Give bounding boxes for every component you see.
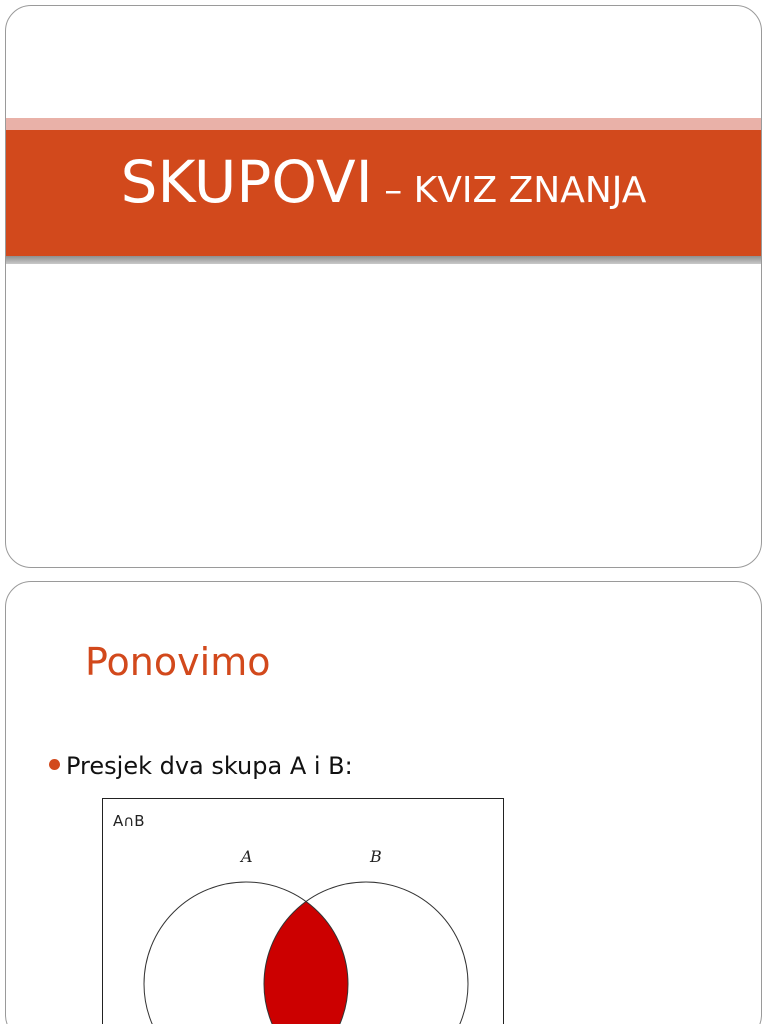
title-band-highlight [6,118,761,130]
title-main: SKUPOVI [120,148,373,216]
set-b-label: B [370,847,382,866]
slide-title [6,148,761,216]
title-slide [5,5,762,568]
bullet-dot-icon [49,759,60,770]
venn-diagram [102,798,504,1024]
intersection-region [264,882,468,1024]
content-slide [5,581,762,1024]
title-band-shadow [6,256,761,264]
venn-caption: A∩B [113,812,145,830]
bullet-item [49,752,353,780]
bullet-text: Presjek dva skupa A i B: [66,752,353,780]
title-subtitle: – KVIZ ZNANJA [372,170,647,211]
slide-heading: Ponovimo [85,640,271,684]
venn-svg [103,799,503,1024]
set-a-label: A [241,847,253,866]
